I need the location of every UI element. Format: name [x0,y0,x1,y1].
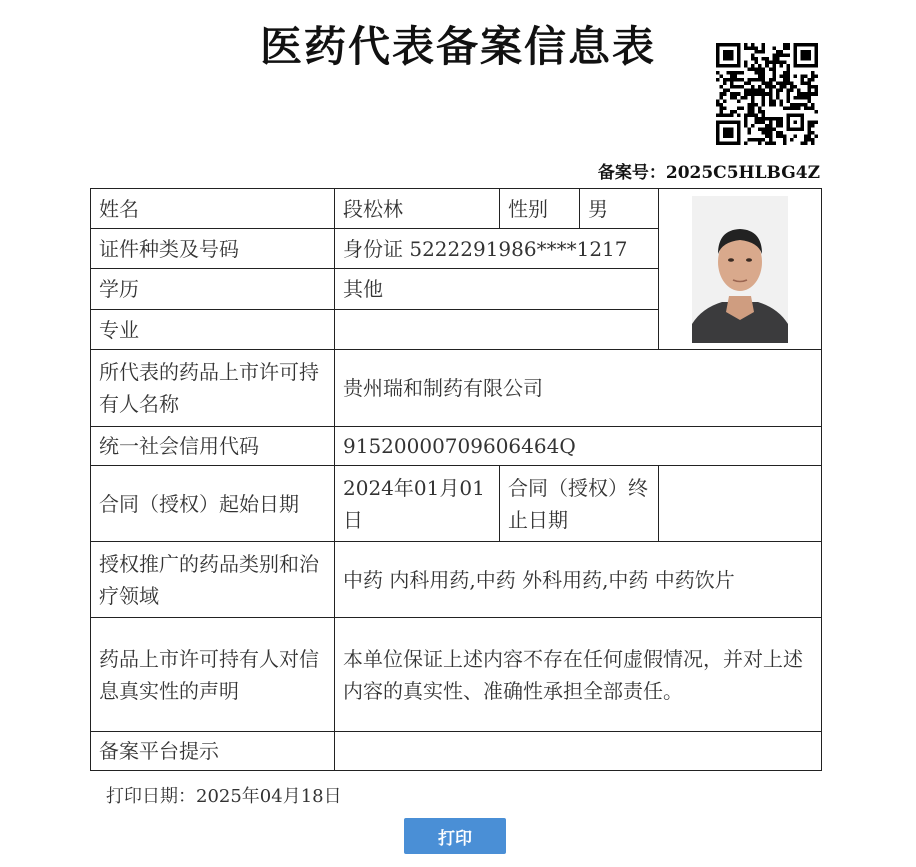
photo-cell [659,189,822,350]
name-label: 姓名 [91,189,335,229]
qr-code-icon [716,43,818,145]
scope-value: 中药 内科用药,中药 外科用药,中药 中药饮片 [335,542,822,618]
holder-value: 贵州瑞和制药有限公司 [335,350,822,427]
platform-notice-value [335,732,822,771]
page-title: 医药代表备案信息表 [259,22,656,71]
education-value: 其他 [335,269,659,310]
holder-label: 所代表的药品上市许可持有人名称 [91,350,335,427]
print-date: 打印日期：2025年04月18日 [106,786,342,807]
credit-code-label: 统一社会信用代码 [91,427,335,466]
gender-value: 男 [580,189,659,229]
id-value: 身份证 5222291986****1217 [335,229,659,269]
credit-code-value: 91520000709606464Q [335,427,822,466]
major-label: 专业 [91,310,335,350]
contract-start-label: 合同（授权）起始日期 [91,466,335,542]
info-table [90,188,822,771]
gender-label: 性别 [500,189,580,229]
id-label: 证件种类及号码 [91,229,335,269]
record-number: 备案号：2025C5HLBG4Z [597,163,820,183]
platform-notice-label: 备案平台提示 [91,732,335,771]
name-value: 段松林 [335,189,500,229]
contract-end-label: 合同（授权）终止日期 [500,466,659,542]
statement-label: 药品上市许可持有人对信息真实性的声明 [91,618,335,732]
avatar [692,196,788,343]
contract-start-value: 2024年01月01日 [335,466,500,542]
education-label: 学历 [91,269,335,310]
statement-value: 本单位保证上述内容不存在任何虚假情况，并对上述内容的真实性、准确性承担全部责任。 [335,618,822,732]
scope-label: 授权推广的药品类别和治疗领域 [91,542,335,618]
contract-end-value [659,466,822,542]
print-button[interactable]: 打印 [404,818,506,854]
major-value [335,310,659,350]
